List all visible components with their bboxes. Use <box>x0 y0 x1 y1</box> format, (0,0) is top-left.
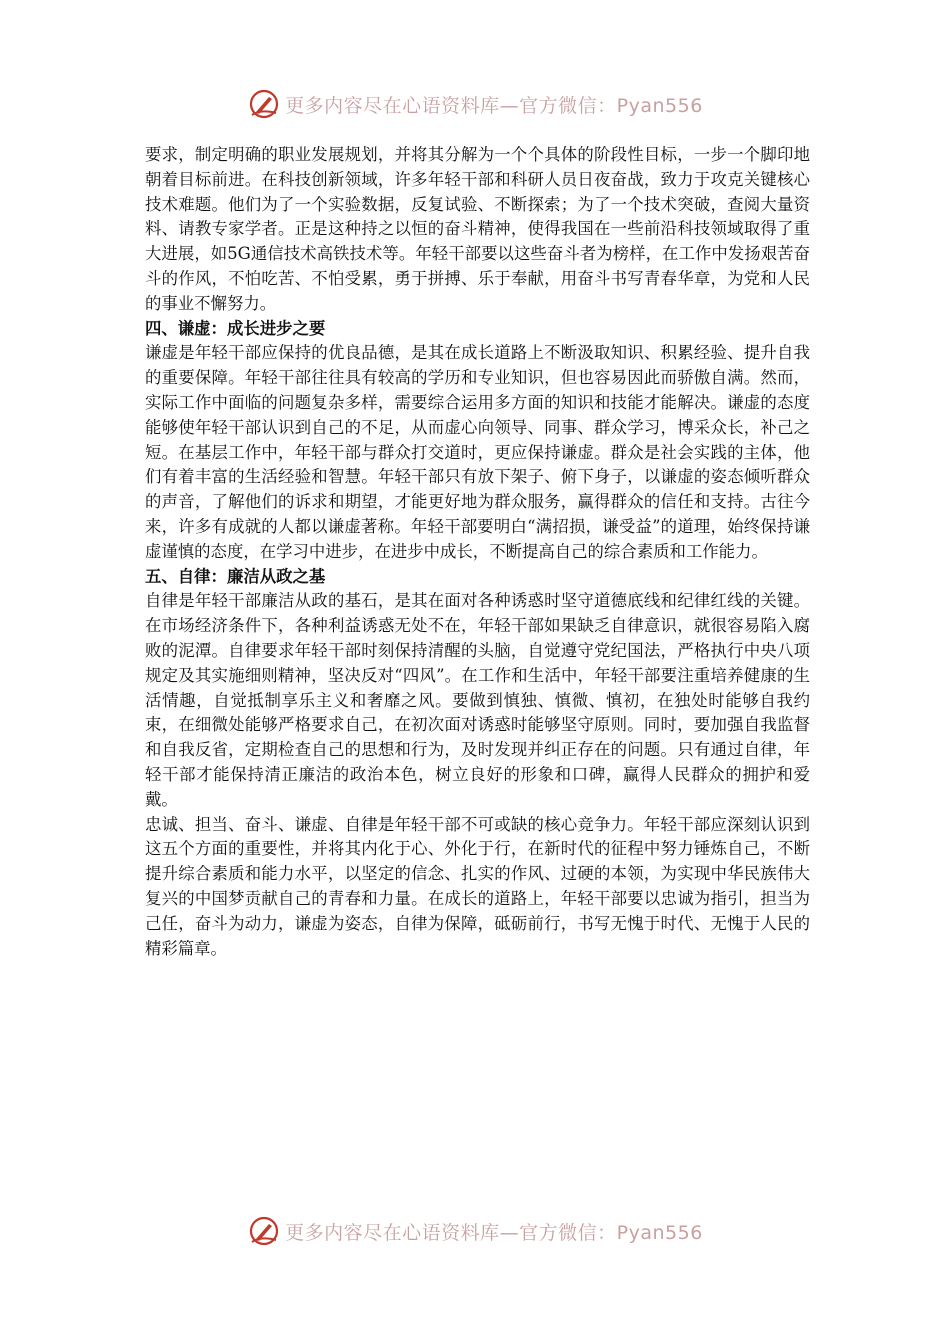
footer-watermark-banner <box>0 1209 950 1253</box>
paragraph-conclusion: 忠诚、担当、奋斗、谦虚、自律是年轻干部不可或缺的核心竞争力。年轻干部应深刻认识到这五个方面的重要性，并将其内化于心、外化于行，在新时代的征程中努力锤炼自己，不断提升综合素质和能力水平，以坚定的信念、扎实的作风、过硬的本领，为实现中华民族伟大复兴的中国梦贡献自己的青春和力量。在成长的道路上，年轻干部要以忠诚为指引，担当为己任，奋斗为动力，谦虚为姿态，自律为保障，砥砺前行，书写无愧于时代、无愧于人民的精彩篇章。 <box>145 814 810 958</box>
pen-logo-icon <box>247 87 281 121</box>
header-watermark-banner <box>0 82 950 126</box>
header-watermark-text: 更多内容尽在心语资料库—官方微信：Pyan556 <box>285 94 703 117</box>
section-heading-humility: 四、谦虚：成长进步之要 <box>145 318 326 338</box>
footer-watermark-text: 更多内容尽在心语资料库—官方微信：Pyan556 <box>285 1221 703 1244</box>
pen-logo-icon <box>247 1214 281 1248</box>
paragraph-self-discipline: 自律是年轻干部廉洁从政的基石，是其在面对各种诱惑时坚守道德底线和纪律红线的关键。在市场经济条件下，各种利益诱惑无处不在，年轻干部如果缺乏自律意识，就很容易陷入腐败的泥潭。自律要求年轻干部时刻保持清醒的头脑，自觉遵守党纪国法，严格执行中央八项规定及其实施细则精神，坚决反对“四风”。在工作和生活中，年轻干部要注重培养健康的生活情趣，自觉抵制享乐主义和奢靡之风。要做到慎独、慎微、慎初，在独处时能够自我约束，在细微处能够严格要求自己，在初次面对诱惑时能够坚守原则。同时，要加强自我监督和自我反省，定期检查自己的思想和行为，及时发现并纠正存在的问题。只有通过自律，年轻干部才能保持清正廉洁的政治本色，树立良好的形象和口碑，赢得人民群众的拥护和爱戴。 <box>145 591 810 809</box>
document-body <box>145 143 810 961</box>
section-heading-self-discipline: 五、自律：廉洁从政之基 <box>145 566 326 586</box>
paragraph-humility: 谦虚是年轻干部应保持的优良品德，是其在成长道路上不断汲取知识、积累经验、提升自我的重要保障。年轻干部往往具有较高的学历和专业知识，但也容易因此而骄傲自满。然而，实际工作中面临的问题复杂多样，需要综合运用多方面的知识和技能才能解决。谦虚的态度能够使年轻干部认识到自己的不足，从而虚心向领导、同事、群众学习，博采众长，补己之短。在基层工作中，年轻干部与群众打交道时，更应保持谦虚。群众是社会实践的主体，他们有着丰富的生活经验和智慧。年轻干部只有放下架子、俯下身子，以谦虚的姿态倾听群众的声音，了解他们的诉求和期望，才能更好地为群众服务，赢得群众的信任和支持。古往今来，许多有成就的人都以谦虚著称。年轻干部要明白“满招损，谦受益”的道理，始终保持谦虚谨慎的态度，在学习中进步，在进步中成长，不断提高自己的综合素质和工作能力。 <box>145 343 810 561</box>
paragraph-struggle-continued: 要求，制定明确的职业发展规划，并将其分解为一个个具体的阶段性目标，一步一个脚印地朝着目标前进。在科技创新领域，许多年轻干部和科研人员日夜奋战，致力于攻克关键核心技术难题。他们为了一个实验数据，反复试验、不断探索；为了一个技术突破，查阅大量资料、请教专家学者。正是这种持之以恒的奋斗精神，使得我国在一些前沿科技领域取得了重大进展，如5G通信技术高铁技术等。年轻干部要以这些奋斗者为榜样，在工作中发扬艰苦奋斗的作风，不怕吃苦、不怕受累，勇于拼搏、乐于奉献，用奋斗书写青春华章，为党和人民的事业不懈努力。 <box>145 145 810 313</box>
